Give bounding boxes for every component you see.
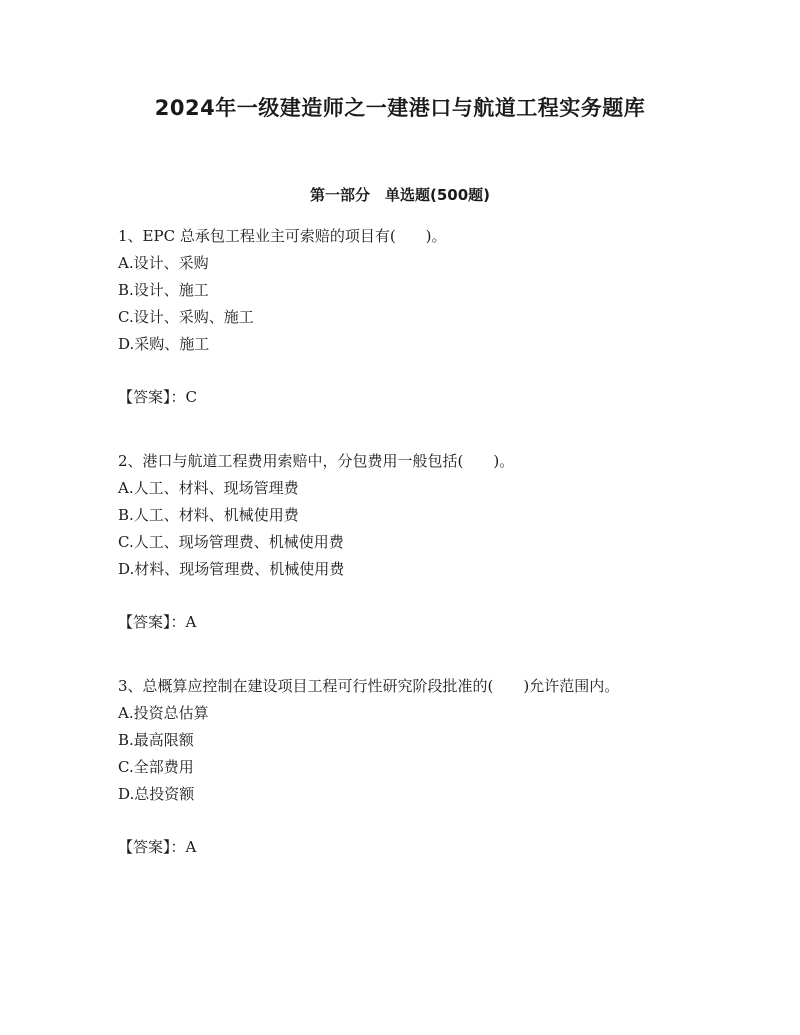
question-2 bbox=[118, 448, 684, 636]
answer-value: A bbox=[185, 613, 197, 631]
answer-line bbox=[118, 609, 684, 636]
question-3 bbox=[118, 673, 684, 861]
option-c: C.全部费用 bbox=[118, 758, 194, 776]
option-list bbox=[118, 475, 684, 583]
answer-value: A bbox=[185, 838, 197, 856]
option-d: D.总投资额 bbox=[118, 785, 195, 803]
option-c: C.设计、采购、施工 bbox=[118, 308, 254, 326]
option-b: B.最高限额 bbox=[118, 731, 194, 749]
option-a: A.人工、材料、现场管理费 bbox=[118, 479, 299, 497]
question-1 bbox=[118, 223, 684, 411]
option-b: B.设计、施工 bbox=[118, 281, 209, 299]
option-d: D.材料、现场管理费、机械使用费 bbox=[118, 560, 345, 578]
option-c: C.人工、现场管理费、机械使用费 bbox=[118, 533, 344, 551]
question-stem: 1、EPC 总承包工程业主可索赔的项目有( )。 bbox=[118, 227, 447, 245]
answer-value: C bbox=[185, 388, 197, 406]
question-stem: 2、港口与航道工程费用索赔中，分包费用一般包括( )。 bbox=[118, 452, 515, 470]
option-list bbox=[118, 700, 684, 808]
question-spacer bbox=[118, 411, 684, 448]
answer-line bbox=[118, 384, 684, 411]
question-stem: 3、总概算应控制在建设项目工程可行性研究阶段批准的( )允许范围内。 bbox=[118, 677, 620, 695]
document-title: 2024年一级建造师之一建港口与航道工程实务题库 bbox=[154, 96, 646, 120]
option-d: D.采购、施工 bbox=[118, 335, 210, 353]
option-a: A.投资总估算 bbox=[118, 704, 209, 722]
section-title: 第一部分 单选题(500题) bbox=[309, 186, 491, 204]
answer-label: 【答案】： bbox=[118, 838, 186, 856]
option-a: A.设计、采购 bbox=[118, 254, 209, 272]
answer-label: 【答案】： bbox=[118, 388, 186, 406]
answer-line bbox=[118, 834, 684, 861]
option-b: B.人工、材料、机械使用费 bbox=[118, 506, 299, 524]
answer-label: 【答案】： bbox=[118, 613, 186, 631]
question-list bbox=[118, 223, 684, 861]
option-list bbox=[118, 250, 684, 358]
question-spacer bbox=[118, 636, 684, 673]
